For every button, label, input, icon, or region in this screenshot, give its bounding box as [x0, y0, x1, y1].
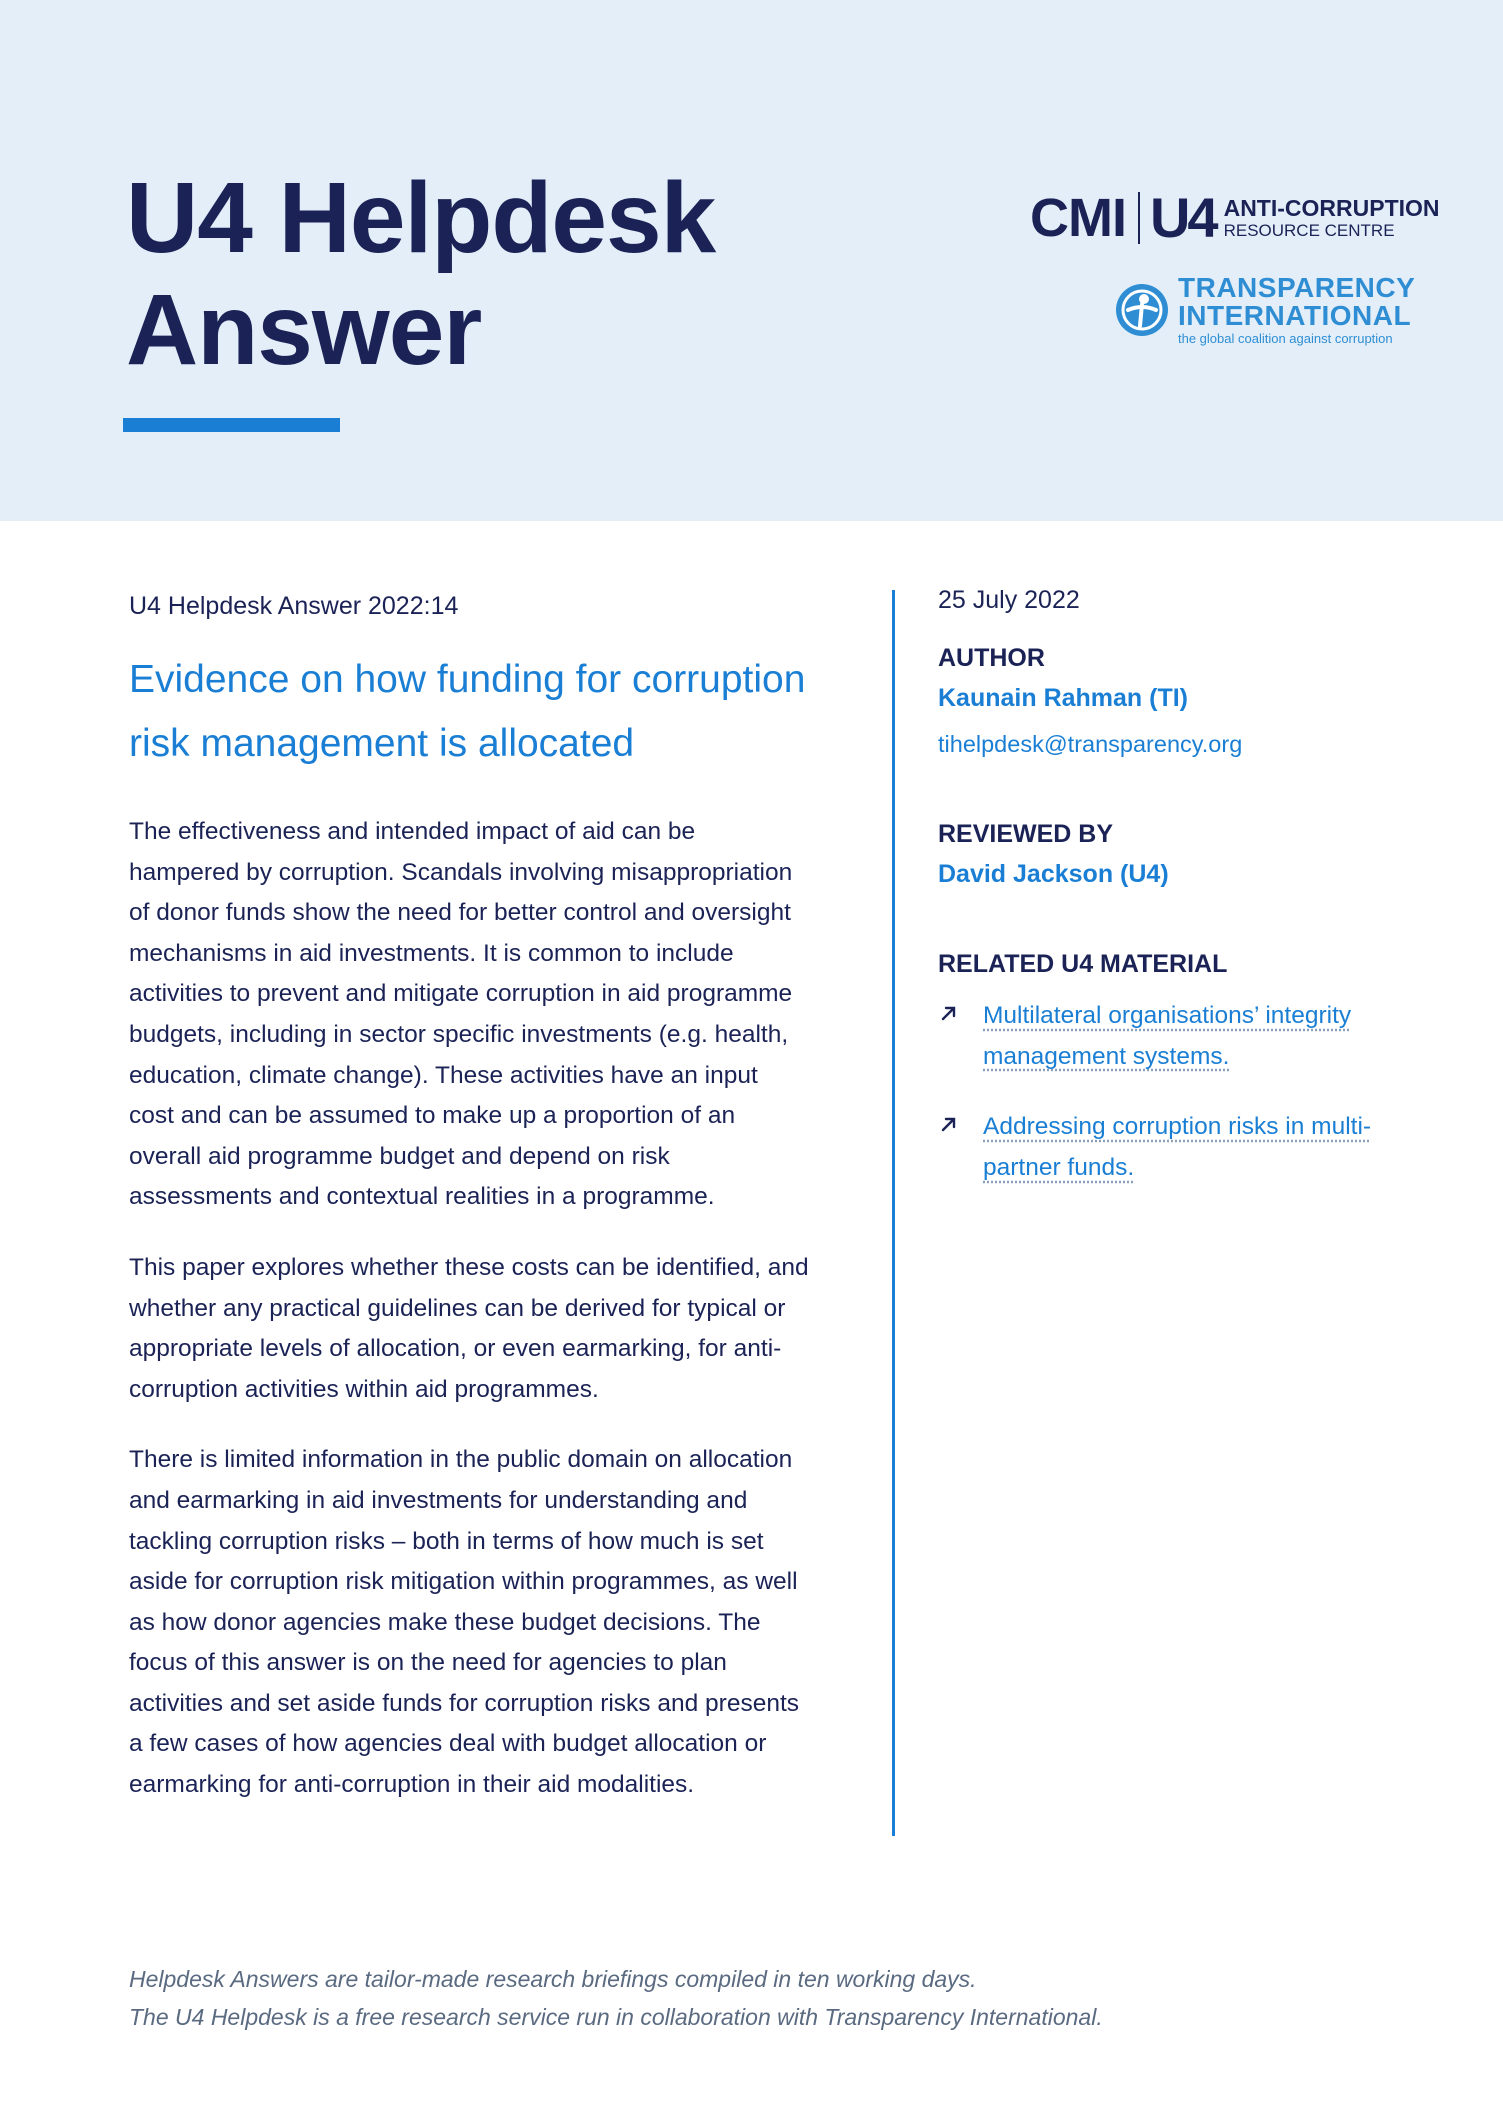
related-link-multi-partner-funds[interactable]: Addressing corruption risks in multi-partner funds. — [983, 1113, 1372, 1181]
resource-centre-text: RESOURCE CENTRE — [1223, 221, 1395, 240]
page-title — [126, 162, 715, 386]
footer-line-1: Helpdesk Answers are tailor-made research briefings compiled in ten working days. — [129, 1966, 977, 1992]
header-banner — [0, 0, 1503, 521]
answer-subject: Evidence on how funding for corruption risk management is allocated — [129, 658, 806, 765]
related-item — [938, 996, 1418, 1077]
metadata-sidebar — [938, 584, 1418, 1188]
related-material-label: RELATED U4 MATERIAL — [938, 950, 1228, 978]
title-line-2: Answer — [126, 274, 482, 386]
title-line-1: U4 Helpdesk — [126, 162, 716, 274]
reviewer-name: David Jackson (U4) — [938, 860, 1169, 888]
ti-tagline: the global coalition against corruption — [1178, 331, 1393, 346]
acrc-logo-text — [1224, 197, 1440, 239]
author-name: Kaunain Rahman (TI) — [938, 684, 1189, 712]
transparency-international-logo — [1114, 274, 1415, 345]
related-material-list — [938, 996, 1418, 1188]
footer-note — [129, 1960, 1379, 2036]
external-arrow-icon — [938, 1002, 960, 1024]
cmi-u4-logo — [1030, 188, 1440, 248]
cmi-logo-text: CMI — [1030, 188, 1126, 248]
summary-paragraph-2: This paper explores whether these costs can be identified, and whether any practical guidelines can be derived for typical or appropriate levels of allocation, or even earmarking, for anti-corruption activities within aid programmes. — [129, 1253, 809, 1403]
series-id: U4 Helpdesk Answer 2022:14 — [129, 592, 459, 620]
column-divider — [892, 590, 895, 1836]
publication-date: 25 July 2022 — [938, 586, 1080, 614]
title-accent-bar — [123, 418, 340, 432]
ti-logo-text — [1178, 274, 1415, 345]
summary-paragraph-3: There is limited information in the public domain on allocation and earmarking in aid investments for understanding and tackling corruption risks – both in terms of how much is set aside for corruption risk mitigation within programmes, as well as how donor agencies make these budget decisions. The focus of this answer is on the need for agencies to plan activities and set aside funds for corruption risks and presents a few cases of how agencies deal with budget allocation or earmarking for anti-corruption in their aid modalities. — [129, 1446, 800, 1799]
related-link-multilateral[interactable]: Multilateral organisations’ integrity management systems. — [983, 1002, 1352, 1070]
u4-logo-text: U4 — [1149, 186, 1216, 249]
author-label: AUTHOR — [938, 644, 1045, 672]
author-email-link[interactable]: tihelpdesk@transparency.org — [938, 731, 1243, 757]
related-item — [938, 1107, 1418, 1188]
ti-text-line-2: INTERNATIONAL — [1178, 300, 1412, 331]
summary-paragraph-1: The effectiveness and intended impact of aid can be hampered by corruption. Scandals involving misappropriation of donor funds show the need for better control and oversight mechanisms in aid investments. It is common to include activities to prevent and mitigate corruption in aid programme budgets, including in sector specific investments (e.g. health, education, climate change). These activities have an input cost and can be assumed to make up a proportion of an overall aid programme budget and depend on risk assessments and contextual realities in a programme. — [129, 818, 793, 1211]
ti-text-line-1: TRANSPARENCY — [1178, 272, 1416, 303]
main-column — [129, 590, 809, 1806]
logo-divider — [1138, 192, 1140, 244]
ti-globe-icon — [1114, 282, 1170, 338]
anti-corruption-text: ANTI-CORRUPTION — [1223, 195, 1440, 221]
external-arrow-icon — [938, 1113, 960, 1135]
footer-line-2: The U4 Helpdesk is a free research service run in collaboration with Transparency International. — [129, 2004, 1103, 2030]
reviewed-by-label: REVIEWED BY — [938, 820, 1114, 848]
